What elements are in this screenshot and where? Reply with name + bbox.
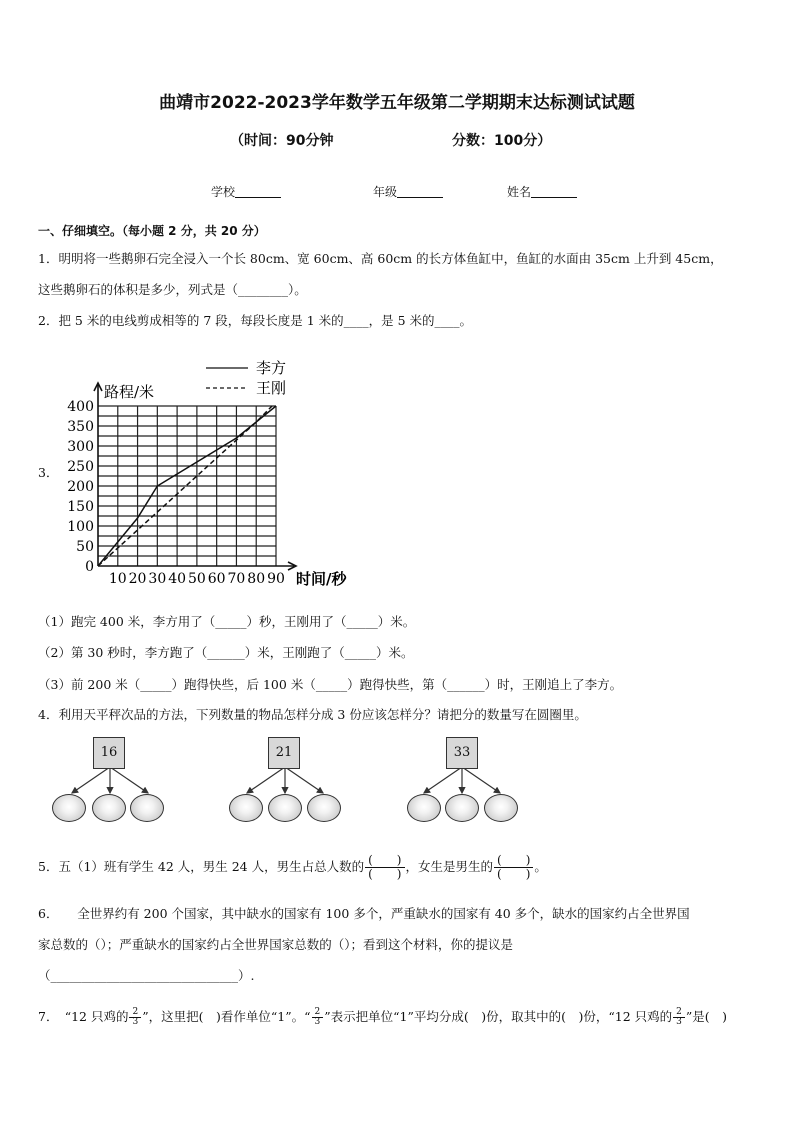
count-box-2: 21 xyxy=(268,737,300,769)
q7-text xyxy=(38,1004,727,1030)
q6-line1: 6． 全世界约有 200 个国家，其中缺水的国家有 100 多个，严重缺水的国家有 40 多个，缺水的国家约占全世界国 xyxy=(38,906,690,921)
school-blank[interactable] xyxy=(235,185,281,198)
grade-field[interactable] xyxy=(373,183,443,200)
answer-circle[interactable] xyxy=(307,794,341,822)
x-tick-label: 20 xyxy=(128,571,147,587)
x-tick-label: 40 xyxy=(168,571,187,587)
y-tick-label: 350 xyxy=(67,419,94,435)
count-box-3: 33 xyxy=(446,737,478,769)
school-label: 学校 xyxy=(211,185,236,199)
q5-fraction-blank-1[interactable]: $\frac{( )}{( )}$ xyxy=(365,854,404,881)
y-axis-label: 路程/米 xyxy=(104,383,155,401)
legend-label: 王刚 xyxy=(256,379,287,397)
y-tick-label: 0 xyxy=(85,559,94,575)
count-box-1: 16 xyxy=(93,737,125,769)
x-tick-label: 50 xyxy=(187,571,206,587)
x-tick-label: 80 xyxy=(247,571,266,587)
grade-label: 年级 xyxy=(373,185,398,199)
answer-circle[interactable] xyxy=(407,794,441,822)
y-tick-label: 200 xyxy=(67,479,94,495)
q3-sub2: （2）第 30 秒时，李方跑了（______）米，王刚跑了（_____）米。 xyxy=(38,645,414,660)
name-field[interactable] xyxy=(507,183,577,200)
q7-part-c: ”表示把单位“1”平均分成( )份，取其中的( )份，“12 只鸡的 xyxy=(324,1009,673,1024)
school-field[interactable] xyxy=(211,183,281,200)
page-title: 曲靖市2022-2023学年数学五年级第二学期期末达标测试试题 xyxy=(159,93,635,113)
x-tick-label: 10 xyxy=(108,571,127,587)
distance-time-chart xyxy=(56,355,366,590)
q7-part-d: ”是( ) xyxy=(685,1009,728,1024)
x-tick-label: 30 xyxy=(148,571,167,587)
q6-line3: （______________________________）. xyxy=(38,968,255,983)
name-blank[interactable] xyxy=(531,185,577,198)
exam-score: 分数：100分） xyxy=(452,133,552,149)
grade-blank[interactable] xyxy=(397,185,443,198)
x-tick-label: 70 xyxy=(227,571,246,587)
q5-part1: 5．五（1）班有学生 42 人，男生 24 人，男生占总人数的 xyxy=(38,859,365,874)
x-tick-label: 90 xyxy=(267,571,285,587)
q5-fraction-blank-2[interactable]: $\frac{( )}{( )}$ xyxy=(494,854,533,881)
y-tick-label: 250 xyxy=(67,459,94,475)
q7-part-b: ”，这里把( )看作单位“1”。“ xyxy=(142,1009,311,1024)
legend-label: 李方 xyxy=(256,359,287,377)
q4-text: 4．利用天平秤次品的方法，下列数量的物品怎样分成 3 份应该怎样分？请把分的数量写在圆圈里。 xyxy=(38,707,587,722)
q3-sub3: （3）前 200 米（_____）跑得快些，后 100 米（_____）跑得快些，第（______）时，王刚追上了李方。 xyxy=(38,677,623,692)
answer-circle[interactable] xyxy=(130,794,164,822)
answer-circle[interactable] xyxy=(52,794,86,822)
answer-circle[interactable] xyxy=(229,794,263,822)
fraction-two-thirds: $\frac{2}{3}$ xyxy=(312,1008,324,1027)
q7-part-a: 7． “12 只鸡的 xyxy=(38,1009,129,1024)
section-heading: 一、仔细填空。（每小题 2 分，共 20 分） xyxy=(38,224,266,238)
x-axis-label: 时间/秒 xyxy=(296,570,347,588)
q3-number: 3． xyxy=(38,465,59,480)
chart-legend xyxy=(206,359,286,397)
y-tick-label: 150 xyxy=(67,499,94,515)
answer-circle[interactable] xyxy=(445,794,479,822)
y-tick-label: 300 xyxy=(67,439,94,455)
exam-time: （时间：90分钟 xyxy=(230,133,334,149)
name-label: 姓名 xyxy=(507,185,532,199)
chart-ticks xyxy=(67,399,285,587)
fraction-two-thirds: $\frac{2}{3}$ xyxy=(129,1008,141,1027)
q3-sub1: （1）跑完 400 米，李方用了（_____）秒，王刚用了（_____）米。 xyxy=(38,614,416,629)
q1-line2: 这些鹅卵石的体积是多少，列式是（________）。 xyxy=(38,282,307,297)
q1-line1: 1．明明将一些鹅卵石完全浸入一个长 80cm、宽 60cm、高 60cm 的长方体鱼缸中，鱼缸的水面由 35cm 上升到 45cm， xyxy=(38,251,723,266)
answer-circle[interactable] xyxy=(484,794,518,822)
q5-text xyxy=(38,852,547,882)
q5-part3: 。 xyxy=(534,859,547,874)
y-tick-label: 50 xyxy=(76,539,94,555)
q2-text: 2．把 5 米的电线剪成相等的 7 段，每段长度是 1 米的____，是 5 米的____。 xyxy=(38,313,473,328)
answer-circle[interactable] xyxy=(268,794,302,822)
y-tick-label: 100 xyxy=(67,519,94,535)
q5-part2: ，女生是男生的 xyxy=(405,859,494,874)
answer-circle[interactable] xyxy=(92,794,126,822)
fraction-two-thirds: $\frac{2}{3}$ xyxy=(673,1008,685,1027)
x-tick-label: 60 xyxy=(207,571,226,587)
y-tick-label: 400 xyxy=(67,399,94,415)
q6-line2: 家总数的（）；严重缺水的国家约占全世界国家总数的（）；看到这个材料，你的提议是 xyxy=(38,937,514,952)
